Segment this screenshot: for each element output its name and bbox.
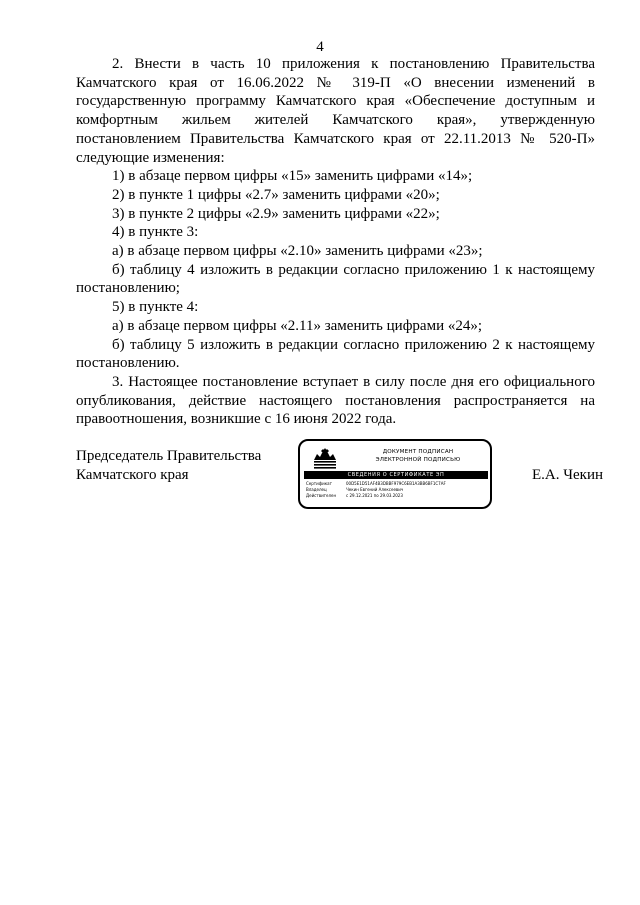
coat-of-arms-icon [312, 447, 338, 471]
digital-signature-stamp [298, 439, 492, 509]
paragraph-item-2: 2. Внести в часть 10 приложения к постановлению Правительства Камчатского края от 16.06.2022 № 319-П «О внесении изменений в государственную программу Камчатского края «Обеспечение доступным и комфортным жильем жителей Камчатского края», утвержденную постановлением Правительства Камчатского края от 22.11.2013 № 520-П» следующие изменения: [76, 56, 595, 166]
stamp-row-label: Владелец [306, 487, 327, 492]
list-item: 2) в пункте 1 цифры «2.7» заменить цифрами «20»; [112, 186, 440, 203]
list-item: 5) в пункте 4: [112, 299, 199, 316]
list-item: а) в абзаце первом цифры «2.10» заменить цифрами «23»; [112, 243, 483, 260]
page-number: 4 [316, 39, 324, 55]
list-item: 1) в абзаце первом цифры «15» заменить цифрами «14»; [112, 168, 473, 185]
stamp-title-line: ЭЛЕКТРОННОЙ ПОДПИСЬЮ [375, 457, 461, 463]
document-body [76, 55, 595, 429]
paragraph-item-3: 3. Настоящее постановление вступает в силу после дня его официального опубликования, действие настоящего постановления распространяется на правоотношения, возникшие с 16 июня 2022 года. [76, 373, 595, 428]
signatory-name: Е.А. Чекин [532, 467, 603, 483]
list-item: б) таблицу 4 изложить в редакции согласно приложению 1 к настоящему постановлению; [76, 261, 595, 297]
stamp-row-validity [306, 493, 490, 499]
list-item: а) в абзаце первом цифры «2.11» заменить цифрами «24»; [112, 317, 483, 334]
stamp-row-label: Сертификат [306, 481, 332, 486]
stamp-row-value: Чекин Евгений Алексеевич [346, 487, 404, 492]
list-item: 4) в пункте 3: [112, 224, 199, 241]
stamp-details [306, 481, 490, 499]
list-item: б) таблицу 5 изложить в редакции согласно приложению 2 к настоящему постановлению. [76, 336, 595, 372]
stamp-row-label: Действителен [306, 493, 337, 498]
signatory-title-line: Камчатского края [76, 467, 189, 483]
stamp-title [348, 448, 488, 464]
stamp-certificate-band: СВЕДЕНИЯ О СЕРТИФИКАТЕ ЭП [304, 471, 488, 479]
stamp-title-line: ДОКУМЕНТ ПОДПИСАН [382, 449, 454, 455]
stamp-row-value: 00D5E1D51AF4B3DBBF979C6EB1A3BB6BF1C7AF [346, 481, 446, 486]
stamp-row-value: с 29.12.2021 по 29.03.2023 [346, 493, 403, 498]
list-item: 3) в пункте 2 цифры «2.9» заменить цифрами «22»; [112, 205, 440, 222]
signatory-title [76, 447, 261, 485]
signatory-title-line: Председатель Правительства [76, 448, 262, 464]
